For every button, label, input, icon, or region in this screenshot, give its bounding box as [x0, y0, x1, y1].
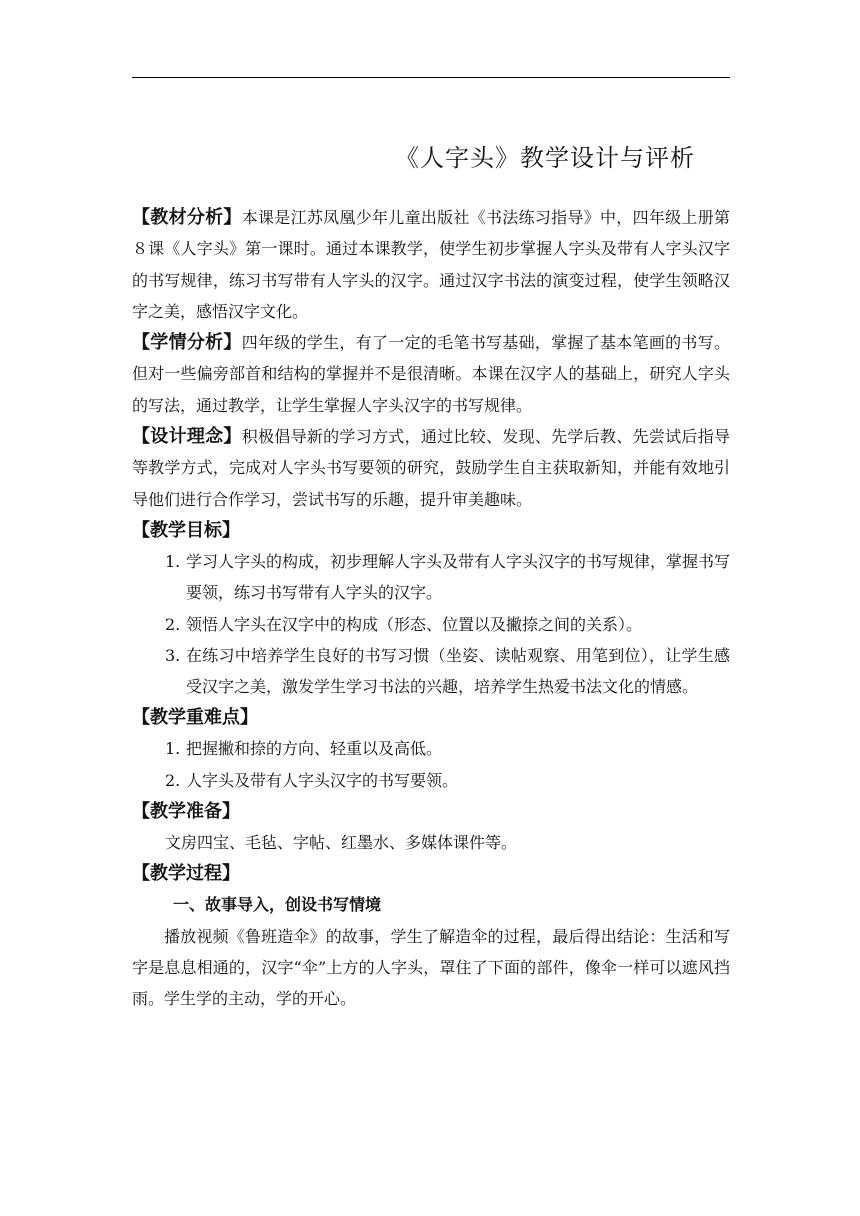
list-text: 把握撇和捺的方向、轻重以及高低。 — [186, 739, 443, 759]
section-jiaocai — [132, 202, 730, 327]
list-text: 学习人字头的构成，初步理解人字头及带有人字头汉字的书写规律，掌握书写要领，练习书写带有人字头的汉字。 — [186, 551, 731, 603]
goal-list — [132, 546, 730, 702]
list-item — [132, 765, 730, 796]
section-text: 四年级的学生，有了一定的毛笔书写基础，掌握了基本笔画的书写。但对一些偏旁部首和结构的掌握并不是很清晰。本课在汉字人的基础上，研究人字头的写法，通过教学，让学生掌握人字头汉字的书写规律。 — [132, 333, 730, 415]
section-text: 积极倡导新的学习方式，通过比较、发现、先学后教、先尝试后指导等教学方式，完成对人字头书写要领的研究，鼓励学生自主获取新知，并能有效地引导他们进行合作学习，尝试书写的乐趣，提升审美趣味。 — [132, 427, 730, 509]
step-text: 播放视频《鲁班造伞》的故事，学生了解造伞的过程，最后得出结论：生活和写字是息息相通的，汉字“伞”上方的人字头，罩住了下面的部件，像伞一样可以遮风挡雨。学生学的主动，学的开心。 — [132, 926, 730, 1009]
section-heading-mubiao: 【教学目标】 — [132, 519, 240, 541]
list-number: 1. — [165, 739, 181, 759]
header-rule — [132, 77, 730, 78]
list-item — [132, 733, 730, 764]
preparation-text: 文房四宝、毛毡、字帖、红墨水、多媒体课件等。 — [165, 833, 518, 853]
list-item — [132, 640, 730, 703]
list-text: 人字头及带有人字头汉字的书写要领。 — [186, 770, 459, 790]
section-heading: 【设计理念】 — [132, 426, 242, 448]
document-body — [132, 202, 730, 1015]
section-heading: 【学情分析】 — [132, 332, 242, 354]
list-text: 领悟人字头在汉字中的构成（形态、位置以及撇捺之间的关系）。 — [186, 614, 643, 634]
section-linian — [132, 421, 730, 515]
section-heading: 【教材分析】 — [132, 207, 242, 228]
list-number: 3. — [165, 645, 181, 665]
list-number: 2. — [165, 614, 181, 634]
key-points-list — [132, 733, 730, 796]
section-heading-zhongnan: 【教学重难点】 — [132, 707, 258, 729]
list-number: 2. — [165, 770, 181, 790]
section-text: 本课是江苏凤凰少年儿童出版社《书法练习指导》中，四年级上册第８课《人字头》第一课时。通过本课教学，使学生初步掌握人字头及带有人字头汉字的书写规律，练习书写带有人字头的汉字。通过汉字书法的演变过程，使学生领略汉字之美，感悟汉字文化。 — [132, 208, 730, 321]
list-item — [132, 609, 730, 640]
section-heading-zhunbei: 【教学准备】 — [132, 801, 240, 823]
list-number: 1. — [165, 551, 181, 571]
list-text: 在练习中培养学生良好的书写习惯（坐姿、读帖观察、用笔到位），让学生感受汉字之美，激发学生学习书法的兴趣，培养学生热爱书法文化的情感。 — [186, 645, 730, 697]
list-item — [132, 546, 730, 609]
step-title: 一、故事导入，创设书写情境 — [173, 895, 382, 915]
section-heading-guocheng: 【教学过程】 — [132, 863, 240, 885]
page-title: 《人字头》教学设计与评析 — [395, 144, 695, 172]
section-xueqing — [132, 327, 730, 421]
